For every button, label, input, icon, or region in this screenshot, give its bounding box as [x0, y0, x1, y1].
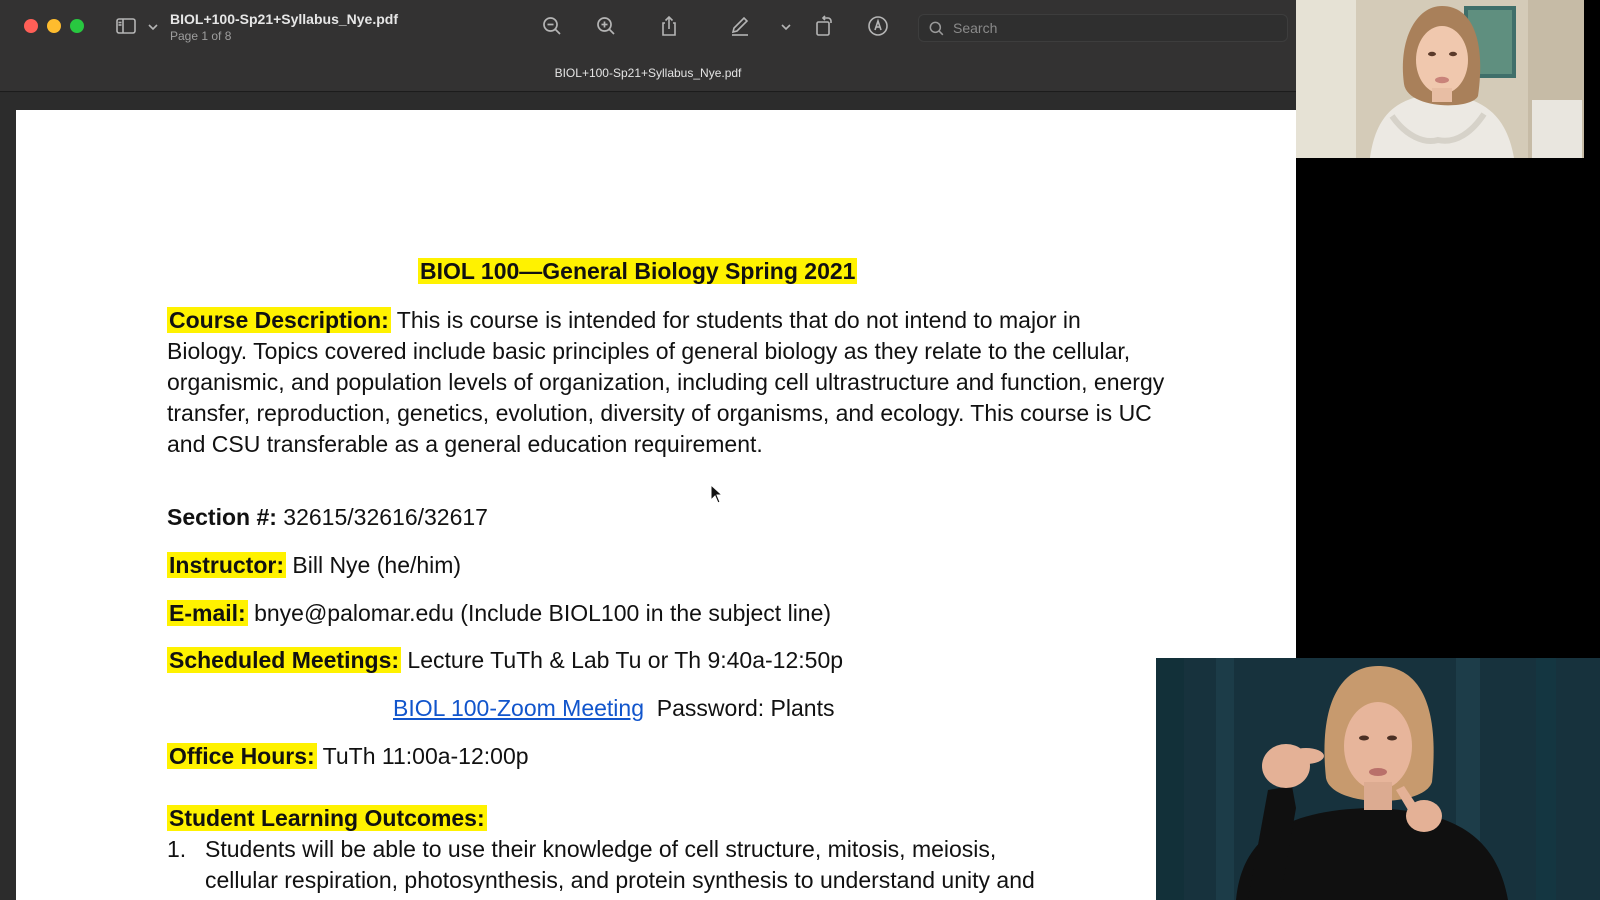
search-input[interactable] [953, 18, 1273, 38]
office-hours: Office Hours: TuTh 11:00a-12:00p [169, 743, 529, 769]
mouse-cursor-icon [710, 484, 724, 504]
share-icon[interactable] [657, 14, 681, 38]
zoom-in-icon[interactable] [594, 14, 618, 38]
page-indicator: Page 1 of 8 [170, 29, 232, 43]
rotate-icon[interactable] [812, 14, 836, 38]
close-window-button[interactable] [24, 19, 38, 33]
zoom-meeting-link[interactable]: BIOL 100-Zoom Meeting [393, 695, 644, 721]
pdf-viewer[interactable] [0, 93, 1296, 900]
markup-pen-icon[interactable] [728, 14, 752, 38]
learning-outcomes-heading: Student Learning Outcomes: [169, 805, 485, 831]
markup-options-chevron-icon[interactable] [774, 14, 788, 38]
zoom-password: Password: Plants [656, 695, 835, 721]
chevron-down-icon[interactable] [141, 14, 155, 38]
interpreter-video-tile [1156, 658, 1600, 900]
instructor: Instructor: Bill Nye (he/him) [169, 552, 462, 578]
sidebar-toggle-icon[interactable] [114, 14, 138, 38]
minimize-window-button[interactable] [47, 19, 61, 33]
outcome-1-line1: Students will be able to use their knowledge of cell structure, mitosis, meiosis, [205, 836, 997, 862]
search-icon [927, 19, 947, 39]
zoom-meeting-line [393, 693, 834, 724]
toolbar [0, 0, 1296, 92]
outcome-1-number: 1. [167, 836, 187, 862]
fullscreen-window-button[interactable] [70, 19, 84, 33]
search-box[interactable] [918, 14, 1288, 42]
outcome-1-line2: cellular respiration, photosynthesis, and protein synthesis to understand unity and [205, 867, 1035, 893]
interpreter-video-image [1156, 658, 1600, 900]
email: E-mail: bnye@palomar.edu (Include BIOL100 in the subject line) [169, 600, 832, 626]
course-description-text: This is course is intended for students that do not intend to major in Biology. Topics covered include basic principles of general biology as they relate to the cellular, organismic, and population levels of organization, including cell ultrastructure and function, energy transfer, reproduction, genetics, evolution, diversity of organisms, and ecology. This course is UC and CSU transferable as a general education requirement. [167, 307, 1165, 457]
presenter-video-tile [1296, 0, 1584, 158]
tab-title: BIOL+100-Sp21+Syllabus_Nye.pdf [554, 66, 742, 80]
section-number: Section #: 32615/32616/32617 [167, 504, 488, 530]
pdf-page[interactable] [16, 110, 1296, 900]
course-description [167, 305, 1167, 460]
annotate-icon[interactable] [866, 14, 890, 38]
scheduled-meetings: Scheduled Meetings: Lecture TuTh & Lab Tu or Th 9:40a-12:50p [169, 647, 844, 673]
presenter-video-image [1296, 0, 1584, 158]
zoom-out-icon[interactable] [540, 14, 564, 38]
course-description-label: Course Description: [169, 307, 389, 333]
document-title: BIOL+100-Sp21+Syllabus_Nye.pdf [170, 11, 398, 27]
syllabus-title: BIOL 100—General Biology Spring 2021 [420, 258, 856, 284]
